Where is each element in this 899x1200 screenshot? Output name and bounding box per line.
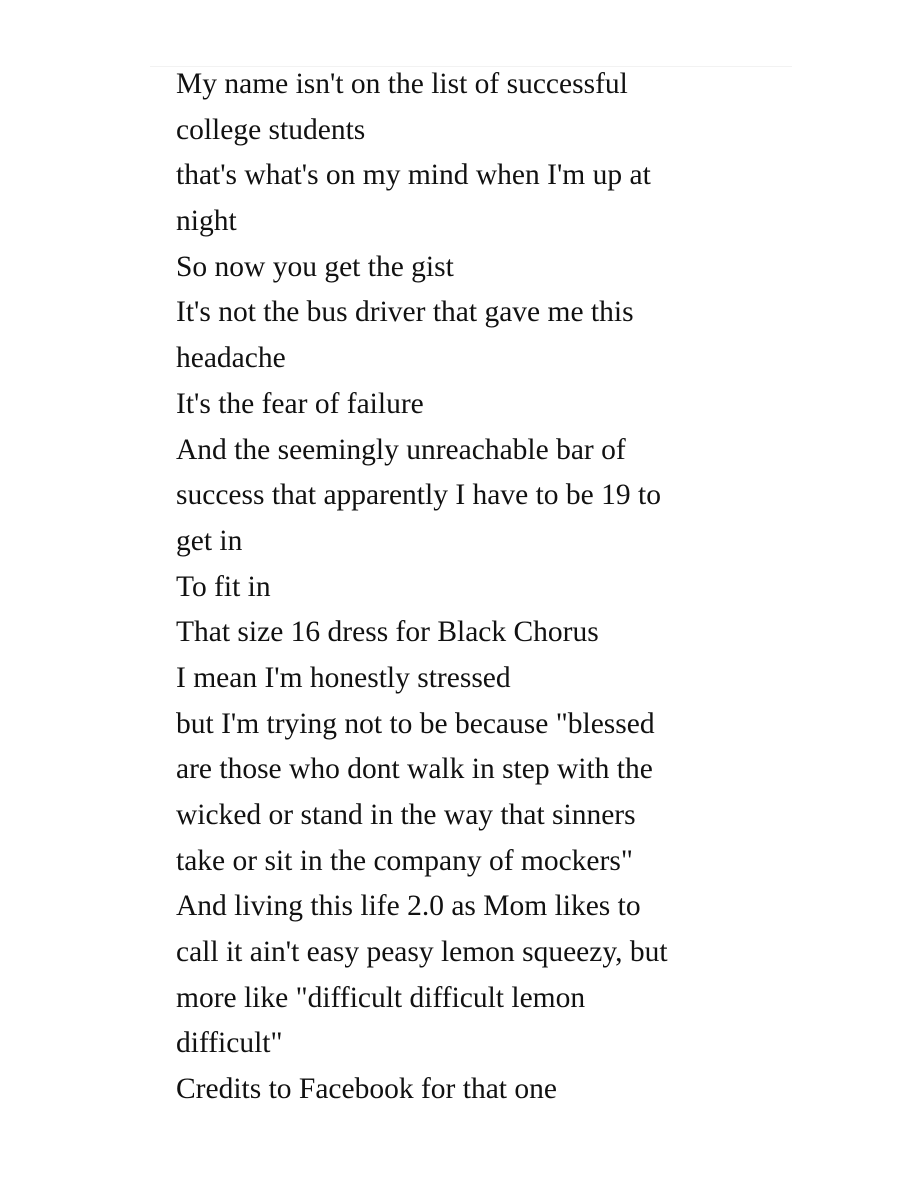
poem-line: Credits to Facebook for that one: [176, 1073, 557, 1106]
poem-line: So now you get the gist: [176, 250, 454, 283]
poem-line: but I'm trying not to be because "blessed: [176, 707, 655, 740]
poem-line: more like "difficult difficult lemon: [176, 981, 586, 1014]
poem-line: To fit in: [176, 570, 271, 603]
poem-line: wicked or stand in the way that sinners: [176, 799, 636, 831]
poem-line: are those who dont walk in step with the: [176, 753, 653, 786]
poem-line: And the seemingly unreachable bar of: [176, 433, 626, 466]
poem-line: headache: [176, 342, 286, 375]
poem-line: that's what's on my mind when I'm up at: [176, 159, 651, 192]
poem-line: It's not the bus driver that gave me this: [176, 296, 634, 329]
poem-line: call it ain't easy peasy lemon squeezy, but: [176, 936, 668, 969]
poem-line: It's the fear of failure: [176, 387, 424, 420]
poem-line: difficult": [176, 1027, 283, 1060]
poem-text: [176, 62, 776, 1113]
poem-line: And living this life 2.0 as Mom likes to: [176, 890, 641, 923]
poem-line: That size 16 dress for Black Chorus: [176, 616, 599, 649]
poem-line: get in: [176, 524, 243, 557]
poem-line: My name isn't on the list of successful: [176, 68, 628, 100]
poem-line: success that apparently I have to be 19 to: [176, 479, 661, 512]
poem-line: I mean I'm honestly stressed: [176, 661, 511, 694]
poem-line: college students: [176, 113, 366, 146]
poem-line: night: [176, 205, 237, 238]
poem-line: take or sit in the company of mockers": [176, 844, 633, 877]
